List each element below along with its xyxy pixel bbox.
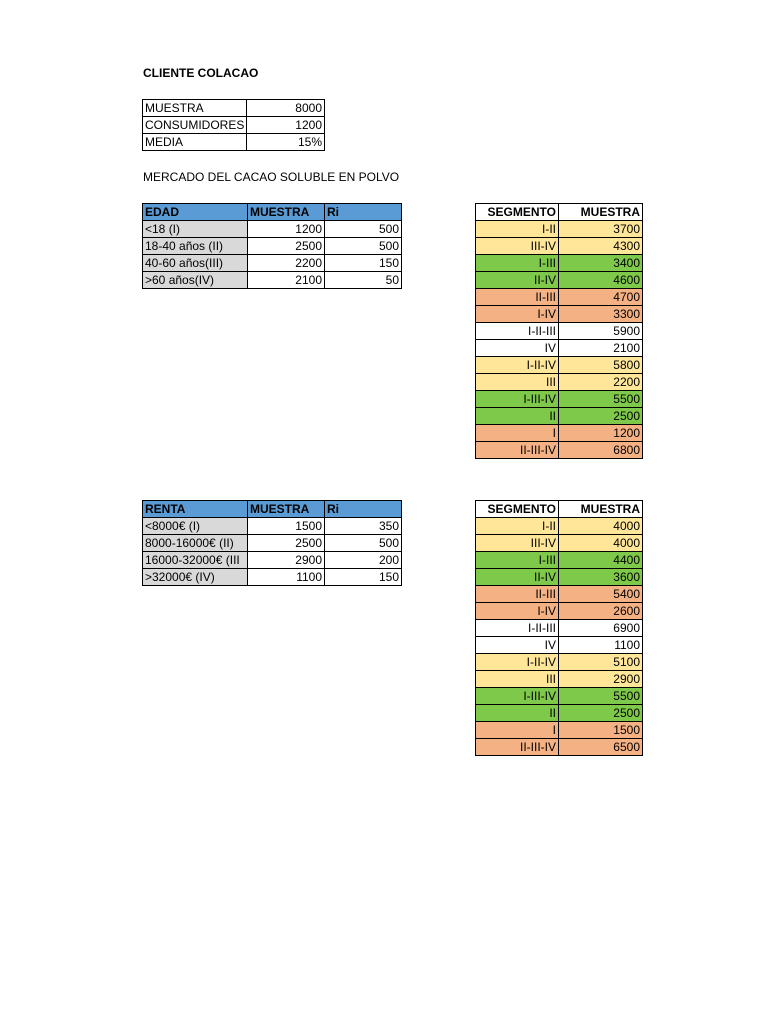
edad-label: 40-60 años(III) (143, 255, 248, 272)
renta-ri: 150 (325, 569, 402, 586)
segments-renta-muestra: 5100 (559, 654, 643, 671)
segments-renta-muestra: 2500 (559, 705, 643, 722)
edad-ri: 50 (325, 272, 402, 289)
segments-edad-muestra: 4700 (559, 289, 643, 306)
segments-renta-segmento: II-III-IV (476, 739, 559, 756)
segments-edad-muestra: 3400 (559, 255, 643, 272)
summary-label: MUESTRA (143, 100, 247, 117)
segments-renta-row (476, 535, 643, 552)
renta-label: <8000€ (I) (143, 518, 248, 535)
segments-edad-muestra: 2500 (559, 408, 643, 425)
summary-row (143, 117, 325, 134)
renta-muestra: 1100 (248, 569, 325, 586)
segments-edad-row (476, 289, 643, 306)
segments-renta-segmento: I (476, 722, 559, 739)
segments-renta-segmento: III (476, 671, 559, 688)
edad-header-ri: Ri (325, 204, 402, 221)
renta-ri: 500 (325, 535, 402, 552)
segments-edad-row (476, 408, 643, 425)
edad-ri: 500 (325, 238, 402, 255)
segments-edad-muestra: 6800 (559, 442, 643, 459)
segments-renta-row (476, 518, 643, 535)
renta-table (142, 500, 402, 586)
segments-edad-row (476, 255, 643, 272)
renta-header-muestra: MUESTRA (248, 501, 325, 518)
segments-edad-segmento: I-II-III (476, 323, 559, 340)
segments-edad-row (476, 238, 643, 255)
segments-renta-row (476, 671, 643, 688)
segments-edad-segmento: I (476, 425, 559, 442)
segments-edad-muestra: 2100 (559, 340, 643, 357)
segments-renta-row (476, 637, 643, 654)
segments-renta-muestra: 4000 (559, 518, 643, 535)
segments-renta-body (476, 518, 643, 756)
segments-renta-segmento: I-II-III (476, 620, 559, 637)
segments-edad-row (476, 221, 643, 238)
segments-renta-segmento: I-III (476, 552, 559, 569)
segments-edad-row (476, 374, 643, 391)
segments-edad-row (476, 272, 643, 289)
summary-table (142, 99, 325, 151)
segments-renta-muestra: 5500 (559, 688, 643, 705)
segments-renta-muestra: 4000 (559, 535, 643, 552)
segments-edad-muestra: 5800 (559, 357, 643, 374)
segments-renta-segmento: I-IV (476, 603, 559, 620)
segments-edad-row (476, 357, 643, 374)
renta-muestra: 1500 (248, 518, 325, 535)
segments-edad-header-segmento: SEGMENTO (476, 204, 559, 221)
segments-renta-table (475, 500, 643, 756)
segments-renta-muestra: 5400 (559, 586, 643, 603)
segments-renta-row (476, 620, 643, 637)
segments-edad-row (476, 340, 643, 357)
segments-edad-muestra: 1200 (559, 425, 643, 442)
edad-label: <18 (I) (143, 221, 248, 238)
segments-renta-row (476, 552, 643, 569)
renta-body (143, 518, 402, 586)
summary-body (143, 100, 325, 151)
edad-muestra: 2100 (248, 272, 325, 289)
summary-value: 15% (247, 134, 325, 151)
segments-renta-muestra: 2900 (559, 671, 643, 688)
renta-muestra: 2900 (248, 552, 325, 569)
segments-renta-muestra: 4400 (559, 552, 643, 569)
segments-edad-row (476, 306, 643, 323)
renta-row (143, 535, 402, 552)
segments-renta-row (476, 722, 643, 739)
segments-edad-muestra: 3700 (559, 221, 643, 238)
segments-renta-header-row (476, 501, 643, 518)
client-title: CLIENTE COLACAO (143, 66, 259, 80)
segments-edad-segmento: III-IV (476, 238, 559, 255)
segments-edad-muestra: 4300 (559, 238, 643, 255)
renta-label: 8000-16000€ (II) (143, 535, 248, 552)
segments-renta-row (476, 688, 643, 705)
segments-edad-segmento: II-III-IV (476, 442, 559, 459)
edad-header-edad: EDAD (143, 204, 248, 221)
segments-renta-row (476, 586, 643, 603)
market-title: MERCADO DEL CACAO SOLUBLE EN POLVO (143, 170, 400, 184)
edad-row (143, 272, 402, 289)
edad-muestra: 2200 (248, 255, 325, 272)
segments-renta-segmento: I-II-IV (476, 654, 559, 671)
segments-edad-body (476, 221, 643, 459)
segments-edad-segmento: II-III (476, 289, 559, 306)
edad-label: >60 años(IV) (143, 272, 248, 289)
segments-edad-row (476, 425, 643, 442)
segments-edad-segmento: I-II-IV (476, 357, 559, 374)
renta-header-row (143, 501, 402, 518)
edad-muestra: 1200 (248, 221, 325, 238)
renta-label: >32000€ (IV) (143, 569, 248, 586)
segments-renta-muestra: 1100 (559, 637, 643, 654)
edad-header-row (143, 204, 402, 221)
renta-muestra: 2500 (248, 535, 325, 552)
renta-header-renta: RENTA (143, 501, 248, 518)
segments-renta-header-muestra: MUESTRA (559, 501, 643, 518)
segments-edad-row (476, 323, 643, 340)
renta-ri: 350 (325, 518, 402, 535)
segments-edad-segmento: I-III-IV (476, 391, 559, 408)
edad-body (143, 221, 402, 289)
segments-renta-muestra: 1500 (559, 722, 643, 739)
edad-row (143, 221, 402, 238)
renta-row (143, 518, 402, 535)
summary-label: MEDIA (143, 134, 247, 151)
renta-ri: 200 (325, 552, 402, 569)
edad-table (142, 203, 402, 289)
segments-renta-row (476, 654, 643, 671)
segments-renta-muestra: 3600 (559, 569, 643, 586)
edad-label: 18-40 años (II) (143, 238, 248, 255)
summary-label: CONSUMIDORES (143, 117, 247, 134)
segments-renta-muestra: 6500 (559, 739, 643, 756)
edad-row (143, 238, 402, 255)
segments-edad-muestra: 2200 (559, 374, 643, 391)
segments-renta-segmento: III-IV (476, 535, 559, 552)
segments-edad-header-muestra: MUESTRA (559, 204, 643, 221)
segments-edad-segmento: I-II (476, 221, 559, 238)
edad-ri: 150 (325, 255, 402, 272)
segments-edad-segmento: I-III (476, 255, 559, 272)
segments-edad-segmento: IV (476, 340, 559, 357)
segments-edad-segmento: II (476, 408, 559, 425)
summary-row (143, 134, 325, 151)
segments-renta-muestra: 2600 (559, 603, 643, 620)
segments-renta-segmento: II-III (476, 586, 559, 603)
segments-renta-segmento: I-II (476, 518, 559, 535)
segments-edad-header-row (476, 204, 643, 221)
edad-muestra: 2500 (248, 238, 325, 255)
segments-edad-segmento: II-IV (476, 272, 559, 289)
edad-row (143, 255, 402, 272)
segments-renta-row (476, 569, 643, 586)
renta-label: 16000-32000€ (III (143, 552, 248, 569)
segments-edad-muestra: 3300 (559, 306, 643, 323)
segments-edad-row (476, 391, 643, 408)
edad-ri: 500 (325, 221, 402, 238)
segments-edad-table (475, 203, 643, 459)
segments-edad-row (476, 442, 643, 459)
segments-renta-row (476, 739, 643, 756)
segments-renta-row (476, 603, 643, 620)
segments-renta-row (476, 705, 643, 722)
renta-header-ri: Ri (325, 501, 402, 518)
segments-renta-muestra: 6900 (559, 620, 643, 637)
segments-renta-segmento: IV (476, 637, 559, 654)
renta-row (143, 569, 402, 586)
edad-header-muestra: MUESTRA (248, 204, 325, 221)
segments-edad-muestra: 4600 (559, 272, 643, 289)
summary-row (143, 100, 325, 117)
segments-edad-segmento: I-IV (476, 306, 559, 323)
summary-value: 1200 (247, 117, 325, 134)
renta-row (143, 552, 402, 569)
segments-renta-segmento: I-III-IV (476, 688, 559, 705)
segments-renta-header-segmento: SEGMENTO (476, 501, 559, 518)
segments-renta-segmento: II-IV (476, 569, 559, 586)
segments-edad-muestra: 5500 (559, 391, 643, 408)
segments-edad-muestra: 5900 (559, 323, 643, 340)
summary-value: 8000 (247, 100, 325, 117)
segments-renta-segmento: II (476, 705, 559, 722)
segments-edad-segmento: III (476, 374, 559, 391)
